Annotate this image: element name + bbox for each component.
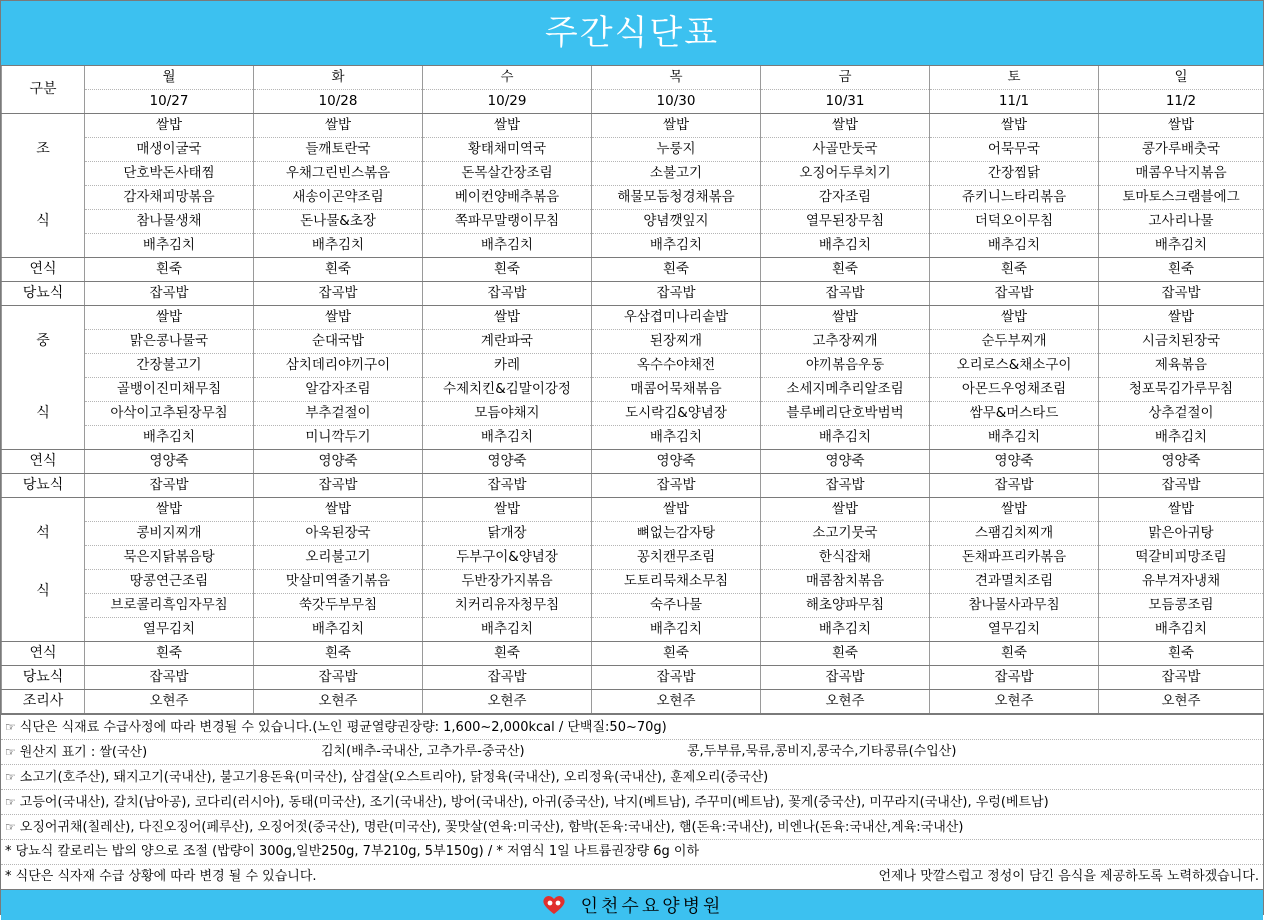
menu-item: 열무된장무침 [761, 210, 930, 234]
menu-item: 어묵무국 [930, 138, 1099, 162]
diabetic-diet-item: 잡곡밥 [592, 282, 761, 306]
menu-item: 블루베리단호박범벅 [761, 402, 930, 426]
soft-diet-label: 연식 [2, 642, 85, 666]
soft-diet-item: 영양죽 [930, 450, 1099, 474]
day-date: 10/30 [592, 90, 761, 114]
menu-item: 옥수수야채전 [592, 354, 761, 378]
soft-diet-label: 연식 [2, 450, 85, 474]
note-text: * 식단은 식자재 수급 상황에 따라 변경 될 수 있습니다. [5, 869, 317, 884]
menu-item: 단호박돈사태찜 [85, 162, 254, 186]
soft-diet-label: 연식 [2, 258, 85, 282]
diabetic-diet-item: 잡곡밥 [254, 666, 423, 690]
menu-item: 고추장찌개 [761, 330, 930, 354]
menu-item: 쌀밥 [254, 114, 423, 138]
menu-item: 감자채피망볶음 [85, 186, 254, 210]
menu-item: 청포묵김가루무침 [1099, 378, 1264, 402]
diabetic-diet-item: 잡곡밥 [930, 474, 1099, 498]
pointing-hand-icon: ☞ [5, 770, 16, 784]
menu-item: 열무김치 [85, 618, 254, 642]
diabetic-diet-item: 잡곡밥 [85, 666, 254, 690]
diabetic-diet-item: 잡곡밥 [423, 666, 592, 690]
menu-item: 미니깍두기 [254, 426, 423, 450]
menu-item: 두부구이&양념장 [423, 546, 592, 570]
menu-item: 묵은지닭볶음탕 [85, 546, 254, 570]
note-fish-origin [1, 790, 1263, 815]
menu-item: 도시락김&양념장 [592, 402, 761, 426]
soft-diet-item: 흰죽 [592, 642, 761, 666]
diabetic-diet-item: 잡곡밥 [1099, 282, 1264, 306]
diabetic-diet-item: 잡곡밥 [423, 282, 592, 306]
menu-item: 쌀밥 [85, 114, 254, 138]
menu-item: 쌀밥 [254, 306, 423, 330]
meal-label-bottom: 식 [36, 405, 50, 421]
diabetic-diet-label: 당뇨식 [2, 282, 85, 306]
note-closing [1, 865, 1263, 890]
lunch-label [2, 306, 85, 450]
menu-item: 쌀밥 [592, 498, 761, 522]
diabetic-diet-item: 잡곡밥 [930, 282, 1099, 306]
menu-item: 쌀밥 [85, 498, 254, 522]
breakfast-label [2, 114, 85, 258]
menu-item: 배추김치 [930, 426, 1099, 450]
menu-item: 쌀밥 [1099, 498, 1264, 522]
menu-item: 알감자조림 [254, 378, 423, 402]
day-name: 토 [930, 66, 1099, 90]
footer-bar [1, 890, 1263, 920]
cook-name: 오현주 [1099, 690, 1264, 714]
menu-item: 배추김치 [761, 426, 930, 450]
menu-item: 새송이곤약조림 [254, 186, 423, 210]
soft-diet-item: 영양죽 [254, 450, 423, 474]
menu-item: 간장불고기 [85, 354, 254, 378]
menu-item: 시금치된장국 [1099, 330, 1264, 354]
menu-item: 뼈없는감자탕 [592, 522, 761, 546]
diabetic-diet-item: 잡곡밥 [423, 474, 592, 498]
menu-item: 고사리나물 [1099, 210, 1264, 234]
diabetic-diet-label: 당뇨식 [2, 666, 85, 690]
menu-item: 콩비지찌개 [85, 522, 254, 546]
cook-name: 오현주 [254, 690, 423, 714]
soft-diet-item: 흰죽 [930, 642, 1099, 666]
note-text: 식단은 식재료 수급사정에 따라 변경될 수 있습니다.(노인 평균열량권장량: 1,600~2,000kcal / 단백질:50~70g) [19, 720, 667, 735]
menu-item: 우삼겹미나리솥밥 [592, 306, 761, 330]
soft-diet-item: 영양죽 [592, 450, 761, 474]
menu-item: 땅콩연근조림 [85, 570, 254, 594]
menu-item: 브로콜리흑임자무침 [85, 594, 254, 618]
menu-item: 견과멸치조림 [930, 570, 1099, 594]
diabetic-diet-item: 잡곡밥 [1099, 474, 1264, 498]
diabetic-diet-item: 잡곡밥 [761, 666, 930, 690]
menu-item: 모듬야채지 [423, 402, 592, 426]
menu-item: 배추김치 [761, 618, 930, 642]
menu-item: 배추김치 [1099, 234, 1264, 258]
menu-item: 모듬콩조림 [1099, 594, 1264, 618]
menu-item: 수제치킨&김말이강정 [423, 378, 592, 402]
cook-name: 오현주 [85, 690, 254, 714]
hospital-heart-logo-icon [541, 894, 567, 916]
menu-item: 쥬키니느타리볶음 [930, 186, 1099, 210]
menu-item: 배추김치 [85, 426, 254, 450]
day-name: 월 [85, 66, 254, 90]
note-meat-origin [1, 765, 1263, 790]
menu-item: 돈목살간장조림 [423, 162, 592, 186]
menu-item: 쪽파무말랭이무침 [423, 210, 592, 234]
notes-section [1, 714, 1263, 890]
menu-item: 소세지메추리알조림 [761, 378, 930, 402]
day-date: 11/2 [1099, 90, 1264, 114]
menu-item: 쌀밥 [930, 498, 1099, 522]
menu-item: 참나물사과무침 [930, 594, 1099, 618]
menu-item: 오리로스&채소구이 [930, 354, 1099, 378]
day-date: 10/29 [423, 90, 592, 114]
meal-label-bottom: 식 [36, 583, 50, 599]
menu-item: 돈채파프리카볶음 [930, 546, 1099, 570]
soft-diet-item: 흰죽 [761, 642, 930, 666]
menu-item: 소불고기 [592, 162, 761, 186]
menu-item: 쌈무&머스타드 [930, 402, 1099, 426]
menu-item: 감자조림 [761, 186, 930, 210]
soft-diet-item: 영양죽 [85, 450, 254, 474]
menu-item: 맛살미역줄기볶음 [254, 570, 423, 594]
menu-table [1, 66, 1264, 714]
soft-diet-item: 흰죽 [423, 258, 592, 282]
diabetic-diet-item: 잡곡밥 [592, 666, 761, 690]
menu-item: 소고기뭇국 [761, 522, 930, 546]
menu-item: 쌀밥 [423, 306, 592, 330]
menu-item: 야끼볶음우동 [761, 354, 930, 378]
soft-diet-item: 흰죽 [761, 258, 930, 282]
menu-item: 양념깻잎지 [592, 210, 761, 234]
menu-item: 스팸김치찌개 [930, 522, 1099, 546]
diabetic-diet-item: 잡곡밥 [761, 282, 930, 306]
menu-item: 배추김치 [1099, 426, 1264, 450]
note-processed-origin [1, 815, 1263, 840]
menu-item: 더덕오이무침 [930, 210, 1099, 234]
diabetic-diet-item: 잡곡밥 [761, 474, 930, 498]
meal-label-bottom: 식 [36, 213, 50, 229]
menu-item: 상추겉절이 [1099, 402, 1264, 426]
menu-item: 배추김치 [1099, 618, 1264, 642]
soft-diet-item: 흰죽 [1099, 258, 1264, 282]
diabetic-diet-item: 잡곡밥 [592, 474, 761, 498]
menu-item: 쌀밥 [761, 498, 930, 522]
menu-item: 토마토스크램블에그 [1099, 186, 1264, 210]
menu-item: 맑은콩나물국 [85, 330, 254, 354]
menu-item: 배추김치 [254, 234, 423, 258]
day-name: 화 [254, 66, 423, 90]
menu-item: 계란파국 [423, 330, 592, 354]
menu-item: 누룽지 [592, 138, 761, 162]
diabetic-diet-item: 잡곡밥 [1099, 666, 1264, 690]
soft-diet-item: 흰죽 [85, 642, 254, 666]
header-label: 구분 [2, 66, 85, 114]
meal-label-top: 석 [36, 525, 50, 541]
menu-item: 도토리묵채소무침 [592, 570, 761, 594]
note-menu-change [1, 715, 1263, 740]
menu-item: 제육볶음 [1099, 354, 1264, 378]
menu-item: 아욱된장국 [254, 522, 423, 546]
menu-item: 한식잡채 [761, 546, 930, 570]
menu-item: 유부겨자냉채 [1099, 570, 1264, 594]
day-date: 10/27 [85, 90, 254, 114]
day-date: 10/28 [254, 90, 423, 114]
cook-label: 조리사 [2, 690, 85, 714]
day-name: 수 [423, 66, 592, 90]
diabetic-diet-item: 잡곡밥 [254, 474, 423, 498]
page-title: 주간식단표 [1, 1, 1263, 66]
menu-item: 배추김치 [592, 426, 761, 450]
menu-item: 매생이굴국 [85, 138, 254, 162]
menu-item: 쌀밥 [254, 498, 423, 522]
diabetic-diet-item: 잡곡밥 [85, 474, 254, 498]
menu-item: 매콤참치볶음 [761, 570, 930, 594]
menu-item: 두반장가지볶음 [423, 570, 592, 594]
soft-diet-item: 흰죽 [930, 258, 1099, 282]
menu-item: 매콤우낙지볶음 [1099, 162, 1264, 186]
soft-diet-item: 흰죽 [423, 642, 592, 666]
menu-item: 숙주나물 [592, 594, 761, 618]
day-name: 일 [1099, 66, 1264, 90]
soft-diet-item: 흰죽 [592, 258, 761, 282]
note-diabetic-calorie [1, 840, 1263, 865]
note-text: 고등어(국내산), 갈치(남아공), 코다리(러시아), 동태(미국산), 조기(국내산), 방어(국내산), 아귀(중국산), 낙지(베트남), 주꾸미(베트남), 꽃게(중국산), 미꾸라지(국내산), 우렁(베트남) [19, 795, 1049, 810]
menu-item: 쌀밥 [930, 114, 1099, 138]
diabetic-diet-label: 당뇨식 [2, 474, 85, 498]
note-text: 소고기(호주산), 돼지고기(국내산), 불고기용돈육(미국산), 삼겹살(오스트리아), 닭정육(국내산), 오리정육(국내산), 훈제오리(중국산) [19, 770, 769, 785]
menu-item: 쌀밥 [930, 306, 1099, 330]
menu-item: 맑은아귀탕 [1099, 522, 1264, 546]
diabetic-diet-item: 잡곡밥 [254, 282, 423, 306]
soft-diet-item: 영양죽 [423, 450, 592, 474]
menu-item: 떡갈비피망조림 [1099, 546, 1264, 570]
menu-item: 된장찌개 [592, 330, 761, 354]
menu-item: 배추김치 [423, 426, 592, 450]
note-text: 김치(배추-국내산, 고추가루-중국산) [321, 744, 525, 759]
note-text: 콩,두부류,묵류,콩비지,콩국수,기타콩류(수입산) [687, 744, 957, 759]
menu-item: 참나물생채 [85, 210, 254, 234]
soft-diet-item: 흰죽 [254, 258, 423, 282]
menu-item: 돈나물&초장 [254, 210, 423, 234]
note-text: * 당뇨식 칼로리는 밥의 양으로 조절 (밥량이 300g,일반250g, 7부210g, 5부150g) / * 저염식 1일 나트륨권장량 6g 이하 [5, 844, 700, 859]
menu-item: 배추김치 [761, 234, 930, 258]
day-name: 목 [592, 66, 761, 90]
soft-diet-item: 영양죽 [761, 450, 930, 474]
cook-name: 오현주 [423, 690, 592, 714]
soft-diet-item: 흰죽 [254, 642, 423, 666]
meal-label-top: 조 [36, 141, 50, 157]
diabetic-diet-item: 잡곡밥 [930, 666, 1099, 690]
menu-item: 들깨토란국 [254, 138, 423, 162]
menu-item: 삼치데리야끼구이 [254, 354, 423, 378]
menu-item: 골뱅이진미채무침 [85, 378, 254, 402]
meal-label-top: 중 [36, 333, 50, 349]
menu-item: 쌀밥 [423, 114, 592, 138]
menu-item: 배추김치 [85, 234, 254, 258]
soft-diet-item: 흰죽 [1099, 642, 1264, 666]
menu-item: 아몬드우엉채조림 [930, 378, 1099, 402]
pointing-hand-icon: ☞ [5, 720, 16, 734]
diabetic-diet-item: 잡곡밥 [85, 282, 254, 306]
menu-item: 배추김치 [423, 618, 592, 642]
menu-item: 해초양파무침 [761, 594, 930, 618]
menu-item: 쌀밥 [1099, 306, 1264, 330]
menu-item: 치커리유자청무침 [423, 594, 592, 618]
menu-item: 우채그린빈스볶음 [254, 162, 423, 186]
pointing-hand-icon: ☞ [5, 745, 16, 759]
cook-name: 오현주 [761, 690, 930, 714]
menu-item: 오징어두루치기 [761, 162, 930, 186]
menu-item: 아삭이고추된장무침 [85, 402, 254, 426]
note-text: 언제나 맛깔스럽고 정성이 담긴 음식을 제공하도록 노력하겠습니다. [878, 869, 1259, 884]
menu-item: 쌀밥 [592, 114, 761, 138]
menu-item: 쑥갓두부무침 [254, 594, 423, 618]
menu-item: 쌀밥 [761, 114, 930, 138]
menu-item: 배추김치 [592, 618, 761, 642]
day-name: 금 [761, 66, 930, 90]
note-text: 오징어귀채(칠레산), 다진오징어(페루산), 오징어젓(중국산), 명란(미국산), 꽃맛살(연육:미국산), 함박(돈육:국내산), 햄(돈육:국내산), 비엔나(돈육:국내산,계육:국내산) [19, 820, 964, 835]
menu-item: 카레 [423, 354, 592, 378]
menu-item: 부추겉절이 [254, 402, 423, 426]
menu-item: 순두부찌개 [930, 330, 1099, 354]
note-text: 원산지 표기 : 쌀(국산) [19, 745, 148, 760]
menu-item: 열무김치 [930, 618, 1099, 642]
menu-item: 해물모둠청경채볶음 [592, 186, 761, 210]
menu-item: 베이컨양배추볶음 [423, 186, 592, 210]
dinner-label [2, 498, 85, 642]
soft-diet-item: 영양죽 [1099, 450, 1264, 474]
pointing-hand-icon: ☞ [5, 795, 16, 809]
day-date: 11/1 [930, 90, 1099, 114]
note-origin [1, 740, 1263, 765]
day-date: 10/31 [761, 90, 930, 114]
cook-name: 오현주 [930, 690, 1099, 714]
menu-item: 배추김치 [254, 618, 423, 642]
hospital-name: 인천수요양병원 [580, 896, 724, 917]
menu-item: 닭개장 [423, 522, 592, 546]
menu-item: 매콤어묵채볶음 [592, 378, 761, 402]
menu-item: 사골만둣국 [761, 138, 930, 162]
menu-item: 콩가루배춧국 [1099, 138, 1264, 162]
menu-item: 순대국밥 [254, 330, 423, 354]
cook-name: 오현주 [592, 690, 761, 714]
menu-item: 황태채미역국 [423, 138, 592, 162]
menu-item: 쌀밥 [761, 306, 930, 330]
pointing-hand-icon: ☞ [5, 820, 16, 834]
menu-item: 오리불고기 [254, 546, 423, 570]
menu-item: 쌀밥 [1099, 114, 1264, 138]
menu-item: 간장찜닭 [930, 162, 1099, 186]
menu-item: 꽁치캔무조림 [592, 546, 761, 570]
menu-item: 배추김치 [930, 234, 1099, 258]
menu-item: 쌀밥 [423, 498, 592, 522]
menu-item: 쌀밥 [85, 306, 254, 330]
soft-diet-item: 흰죽 [85, 258, 254, 282]
menu-item: 배추김치 [592, 234, 761, 258]
menu-item: 배추김치 [423, 234, 592, 258]
